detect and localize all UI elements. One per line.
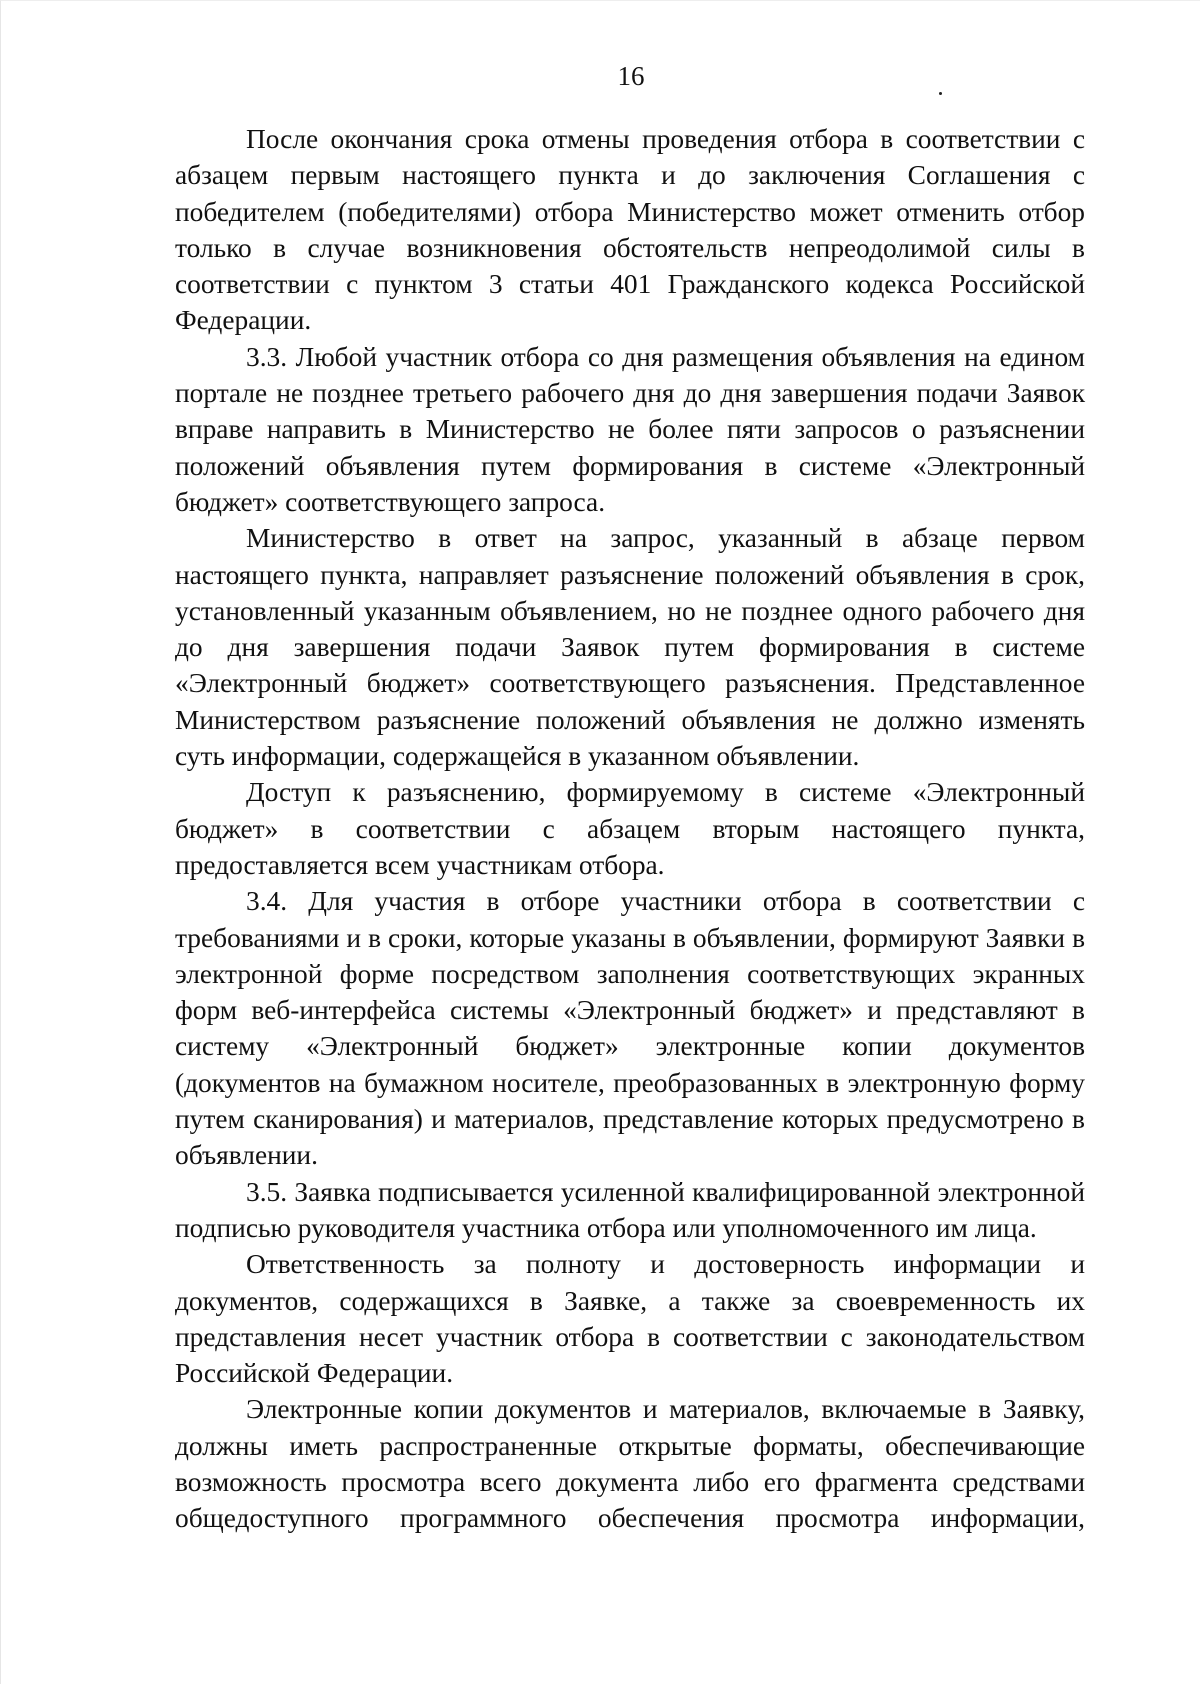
paragraph-3-3: 3.3. Любой участник отбора со дня размещения объявления на едином портале не позднее третьего рабочего дня до дня завершения подачи Заявок вправе направить в Министерство не более пяти запросов о разъяснении положений объявления путем формирования в системе «Электронный бюджет» соответствующего запроса. — [175, 341, 1085, 517]
paragraph-responsibility: Ответственность за полноту и достоверность информации и документов, содержащихся в Заявке, а также за своевременность их представления несет участник отбора в соответствии с законодательством Российской Федерации. — [175, 1249, 1085, 1389]
paragraph-3-5: 3.5. Заявка подписывается усиленной квалифицированной электронной подписью руководителя участника отбора или уполномоченного им лица. — [175, 1176, 1085, 1243]
paragraph-cancellation: После окончания срока отмены проведения отбора в соответствии с абзацем первым настоящего пункта и до заключения Соглашения с победителем (победителями) отбора Министерство может отменить отбор только в случае возникновения обстоятельств непреодолимой силы в соответствии с пунктом 3 статьи 401 Гражданского кодекса Российской Федерации. — [175, 124, 1085, 336]
document-body — [175, 121, 1085, 1537]
paragraph-ministry-response: Министерство в ответ на запрос, указанный в абзаце первом настоящего пункта, направляет разъяснение положений объявления в срок, установленный указанным объявлением, но не позднее одного рабочего дня до дня завершения подачи Заявок путем формирования в системе «Электронный бюджет» соответствующего разъяснения. Представленное Министерством разъяснение положений объявления не должно изменять суть информации, содержащейся в указанном объявлении. — [175, 523, 1085, 772]
paragraph-3-4: 3.4. Для участия в отборе участники отбора в соответствии с требованиями и в сроки, которые указаны в объявлении, формируют Заявки в электронной форме посредством заполнения соответствующих экранных форм веб-интерфейса системы «Электронный бюджет» и представляют в систему «Электронный бюджет» электронные копии документов (документов на бумажном носителе, преобразованных в электронную форму путем сканирования) и материалов, представление которых предусмотрено в объявлении. — [175, 886, 1085, 1171]
paragraph-access: Доступ к разъяснению, формируемому в системе «Электронный бюджет» в соответствии с абзацем вторым настоящего пункта, предоставляется всем участникам отбора. — [175, 777, 1085, 880]
page-number: 16 — [617, 61, 645, 91]
scan-speck — [939, 92, 942, 95]
paragraph-electronic-copies: Электронные копии документов и материалов, включаемые в Заявку, должны иметь распространенные открытые форматы, обеспечивающие возможность просмотра всего документа либо его фрагмента средствами общедоступного программного обеспечения просмотра информации, — [175, 1394, 1085, 1534]
